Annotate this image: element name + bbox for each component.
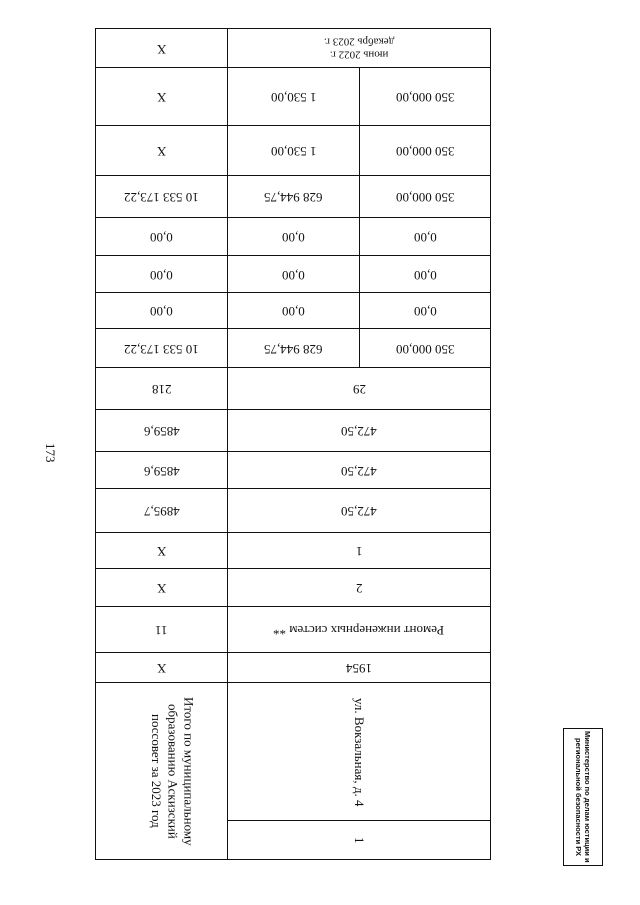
table-row: [96, 532, 490, 568]
cell-left: [96, 410, 227, 451]
cell-left: [96, 218, 227, 255]
cell-left: [96, 329, 227, 367]
index-text: 1: [352, 836, 368, 844]
table-row: [96, 488, 490, 532]
table-row: [96, 606, 490, 652]
cell-text: 0,00: [150, 303, 173, 319]
cell-right: [359, 68, 490, 125]
cell-text: 350 000,00: [395, 89, 455, 105]
cell-mid: [227, 176, 359, 217]
cell-text: июнь 2022 г. декабрь 2023 г.: [323, 36, 395, 61]
cell-right: [227, 452, 490, 488]
table-row: [96, 255, 490, 292]
cell-text: 472,50: [341, 423, 377, 439]
table-row: [96, 125, 490, 175]
cell-right: [227, 410, 490, 451]
cell-text: Х: [156, 660, 167, 676]
cell-text: 2: [355, 580, 363, 596]
cell-text: 29: [352, 381, 366, 397]
cell-text: 628 944,75: [264, 189, 323, 205]
cell-text: 4895,7: [143, 503, 180, 519]
cell-text: 218: [151, 381, 172, 397]
table-row: [96, 175, 490, 217]
cell-right: [227, 607, 490, 652]
cell-right: [227, 653, 490, 682]
page-number: 173: [43, 443, 58, 463]
cell-text: 10 533 173,22: [124, 189, 199, 205]
cell-text: Х: [156, 41, 167, 57]
cell-right: [359, 256, 490, 292]
cell-text: 1954: [346, 660, 372, 676]
cell-text: 350 000,00: [395, 189, 455, 205]
summary-row: [96, 682, 490, 859]
cell-text: 1 530,00: [270, 89, 317, 105]
cell-text: 350 000,00: [395, 341, 455, 357]
cell-mid: [227, 126, 359, 175]
cell-mid: [227, 293, 359, 328]
cell-text: 11: [155, 622, 168, 638]
cell-right: [227, 489, 490, 532]
cell-text: Х: [156, 143, 167, 159]
table-row: [96, 29, 490, 67]
cell-right: [359, 293, 490, 328]
cell-text: 0,00: [413, 303, 437, 319]
cell-text: Х: [156, 543, 167, 559]
cell-text: 350 000,00: [395, 143, 455, 159]
table-row: [96, 328, 490, 367]
cell-text: 628 944,75: [264, 341, 323, 357]
cell-left: [96, 569, 227, 606]
cell-right: [359, 218, 490, 255]
cell-right: [359, 126, 490, 175]
table-row: [96, 409, 490, 451]
cell-left: [96, 68, 227, 125]
cell-left: [96, 293, 227, 328]
cell-mid: [227, 218, 359, 255]
cell-text: 1: [355, 543, 363, 559]
table-row: [96, 217, 490, 255]
cell-mid: [227, 256, 359, 292]
cell-left: [96, 533, 227, 568]
cell-text: 4859,6: [143, 463, 180, 479]
cell-mid: [227, 68, 359, 125]
cell-text: Ремонт инженерных систем **: [273, 622, 445, 638]
cell-left: [96, 653, 227, 682]
cell-left: [96, 29, 227, 67]
cell-right: [359, 176, 490, 217]
data-table: [95, 28, 491, 860]
cell-text: Х: [156, 580, 167, 596]
table-row: [96, 292, 490, 328]
cell-mid: [227, 329, 359, 367]
cell-right: [359, 329, 490, 367]
cell-text: 0,00: [282, 267, 305, 283]
cell-text: Х: [156, 89, 167, 105]
index-cell: [228, 820, 490, 859]
cell-text: 1 530,00: [270, 143, 317, 159]
cell-text: 472,50: [341, 463, 377, 479]
table-row: [96, 367, 490, 409]
summary-label: Итого по муниципальному образованию Аскизский поссовет за 2023 год: [149, 696, 197, 846]
cell-text: 0,00: [413, 229, 437, 245]
ministry-stamp: [563, 728, 603, 866]
cell-text: 0,00: [150, 267, 173, 283]
table-row: [96, 568, 490, 606]
cell-right: [227, 29, 490, 67]
cell-left: [96, 489, 227, 532]
cell-text: 0,00: [150, 229, 173, 245]
cell-text: 10 533 173,22: [124, 341, 199, 357]
table-row: [96, 451, 490, 488]
cell-text: 472,50: [341, 503, 377, 519]
address-text: ул. Вокзальная, д. 4: [352, 697, 368, 807]
table-row: [96, 652, 490, 682]
cell-right: [227, 368, 490, 409]
cell-text: 0,00: [413, 267, 437, 283]
cell-text: 4859,6: [143, 423, 180, 439]
summary-label-cell: [96, 683, 227, 859]
stamp-text: Министерство по делам юстиции и региональной безопасности РХ: [574, 731, 592, 863]
cell-right: [227, 533, 490, 568]
cell-left: [96, 126, 227, 175]
summary-address-cell: [227, 683, 490, 859]
cell-left: [96, 256, 227, 292]
cell-text: 0,00: [282, 303, 305, 319]
cell-right: [227, 569, 490, 606]
cell-left: [96, 176, 227, 217]
cell-text: 0,00: [282, 229, 305, 245]
cell-left: [96, 452, 227, 488]
cell-left: [96, 607, 227, 652]
table-row: [96, 67, 490, 125]
cell-left: [96, 368, 227, 409]
